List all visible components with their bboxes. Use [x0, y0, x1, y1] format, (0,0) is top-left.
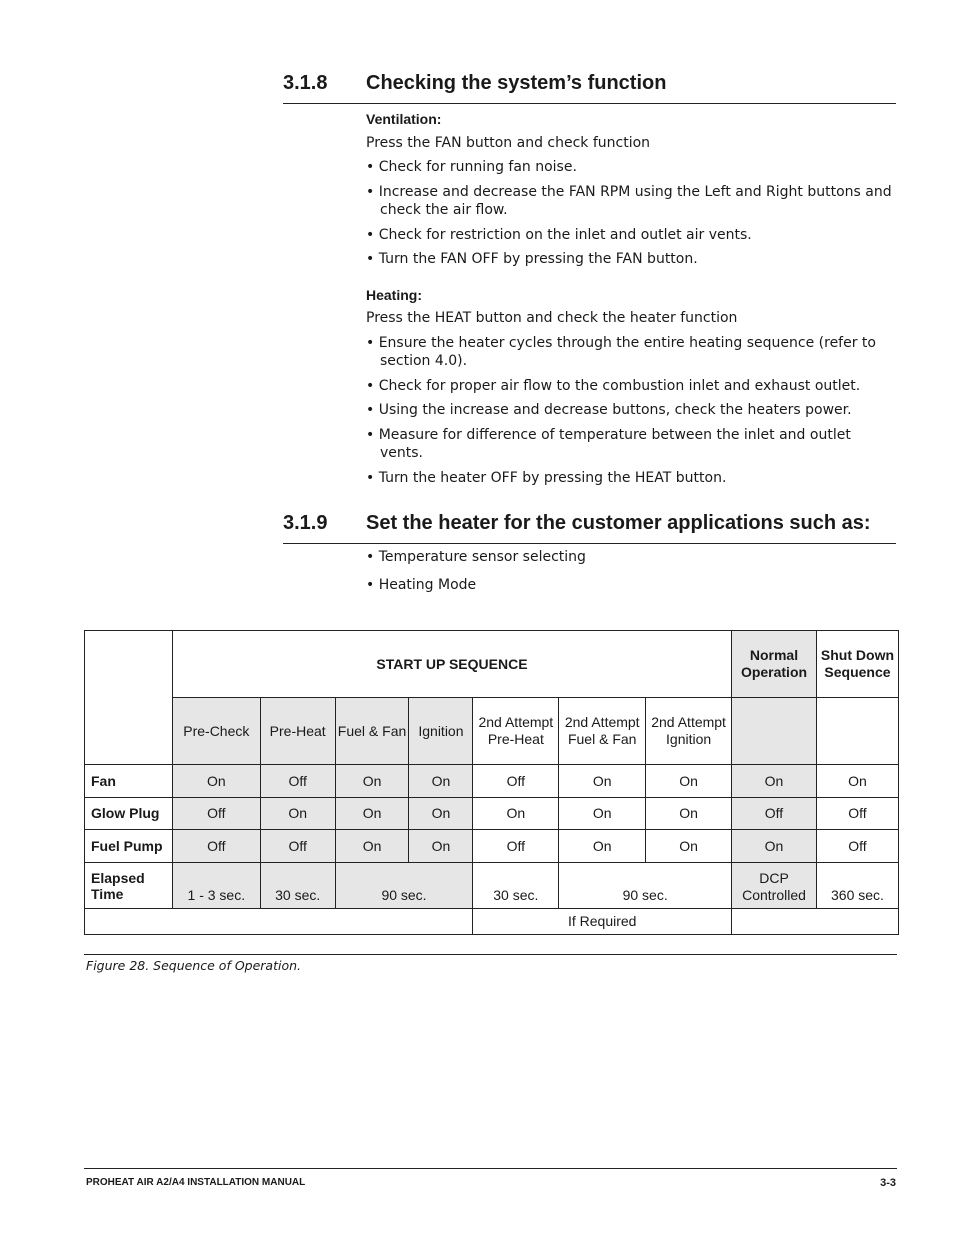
table-steps-row	[85, 698, 899, 765]
section-3-1-8	[283, 72, 896, 487]
table-header-row	[85, 631, 899, 698]
list-item: • Check for proper air flow to the combustion inlet and exhaust outlet.	[366, 377, 861, 394]
table-cell: DCP Controlled	[732, 863, 817, 909]
step-header-empty	[732, 698, 817, 765]
table-cell-empty	[732, 909, 899, 935]
table-cell: Off	[816, 830, 898, 863]
table-cell: 30 sec.	[260, 863, 335, 909]
step-header-empty	[816, 698, 898, 765]
table-cell: On	[473, 798, 559, 830]
list-item: • Heating Mode	[366, 576, 477, 593]
table-cell: Off	[260, 830, 335, 863]
table-row	[85, 798, 899, 830]
table-cell: On	[646, 798, 732, 830]
row-label: Fuel Pump	[85, 830, 173, 863]
row-label: Elapsed Time	[85, 863, 173, 909]
table-cell: Off	[473, 830, 559, 863]
step-header: 2nd Attempt Pre-Heat	[473, 698, 559, 765]
ventilation-intro: Press the FAN button and check function	[366, 134, 651, 151]
elapsed-row	[85, 863, 899, 909]
table-cell: On	[559, 830, 646, 863]
list-item: • Increase and decrease the FAN RPM using the Left and Right buttons and check the air flow.	[366, 183, 892, 218]
table-cell: On	[559, 798, 646, 830]
table-cell: On	[732, 830, 817, 863]
table-cell: Off	[732, 798, 817, 830]
table-row	[85, 765, 899, 798]
row-label: Glow Plug	[85, 798, 173, 830]
heating-heading: Heating:	[366, 286, 422, 303]
table-cell: On	[335, 765, 409, 798]
table-cell: On	[335, 830, 409, 863]
startup-header: START UP SEQUENCE	[172, 631, 731, 698]
table-cell: On	[335, 798, 409, 830]
step-header: Ignition	[409, 698, 473, 765]
table-cell: Off	[172, 798, 260, 830]
footer-page-number: 3-3	[880, 1177, 896, 1189]
table-cell: On	[260, 798, 335, 830]
table-cell: 360 sec.	[816, 863, 898, 909]
list-item: • Turn the FAN OFF by pressing the FAN button.	[366, 251, 698, 267]
list-item: • Ensure the heater cycles through the entire heating sequence (refer to section 4.0).	[366, 334, 876, 369]
table-cell: On	[172, 765, 260, 798]
table-cell: Off	[172, 830, 260, 863]
table-cell: 30 sec.	[473, 863, 559, 909]
table-cell: On	[409, 830, 473, 863]
table-cell: On	[646, 765, 732, 798]
table-cell: Off	[473, 765, 559, 798]
step-header: 2nd Attempt Ignition	[646, 698, 732, 765]
table-cell: On	[816, 765, 898, 798]
shutdown-header: Shut Down Sequence	[816, 631, 898, 698]
sequence-table	[84, 630, 899, 935]
footer-divider	[84, 1168, 897, 1169]
list-item: • Using the increase and decrease buttons, check the heaters power.	[366, 402, 852, 418]
list-item: • Measure for difference of temperature between the inlet and outlet vents.	[366, 426, 851, 461]
list-item: • Check for restriction on the inlet and outlet air vents.	[366, 226, 752, 243]
table-cell: On	[559, 765, 646, 798]
footer-manual-title: PROHEAT AIR A2/A4 INSTALLATION MANUAL	[86, 1177, 306, 1188]
section-title: Set the heater for the customer applications such as:	[366, 512, 871, 534]
list-item: • Check for running fan noise.	[366, 159, 577, 175]
figure-caption: Figure 28. Sequence of Operation.	[86, 958, 302, 973]
section-3-1-9	[283, 512, 896, 594]
section-title: Checking the system’s function	[366, 72, 667, 94]
step-header: Fuel & Fan	[335, 698, 409, 765]
table-corner	[85, 631, 173, 765]
step-header: Pre-Check	[172, 698, 260, 765]
if-required-cell: If Required	[473, 909, 732, 935]
list-item: • Turn the heater OFF by pressing the HEAT button.	[366, 469, 727, 486]
ventilation-heading: Ventilation:	[366, 111, 442, 127]
table-cell: On	[409, 765, 473, 798]
step-header: Pre-Heat	[260, 698, 335, 765]
table-cell: 1 - 3 sec.	[172, 863, 260, 909]
table-cell: On	[646, 830, 732, 863]
table-cell: 90 sec.	[559, 863, 732, 909]
section-number: 3.1.8	[283, 72, 328, 94]
table-row	[85, 830, 899, 863]
table-cell: On	[409, 798, 473, 830]
table-cell: 90 sec.	[335, 863, 473, 909]
caption-divider	[84, 954, 897, 955]
table-cell-empty	[85, 909, 473, 935]
table-cell: Off	[260, 765, 335, 798]
normal-header: Normal Operation	[732, 631, 817, 698]
heating-intro: Press the HEAT button and check the heater function	[366, 310, 738, 326]
row-label: Fan	[85, 765, 173, 798]
if-required-row	[85, 909, 899, 935]
section-number: 3.1.9	[283, 512, 328, 534]
section-heading	[283, 512, 896, 544]
table-cell: Off	[816, 798, 898, 830]
list-item: • Temperature sensor selecting	[366, 549, 586, 565]
section-heading	[283, 72, 896, 104]
table-cell: On	[732, 765, 817, 798]
step-header: 2nd Attempt Fuel & Fan	[559, 698, 646, 765]
